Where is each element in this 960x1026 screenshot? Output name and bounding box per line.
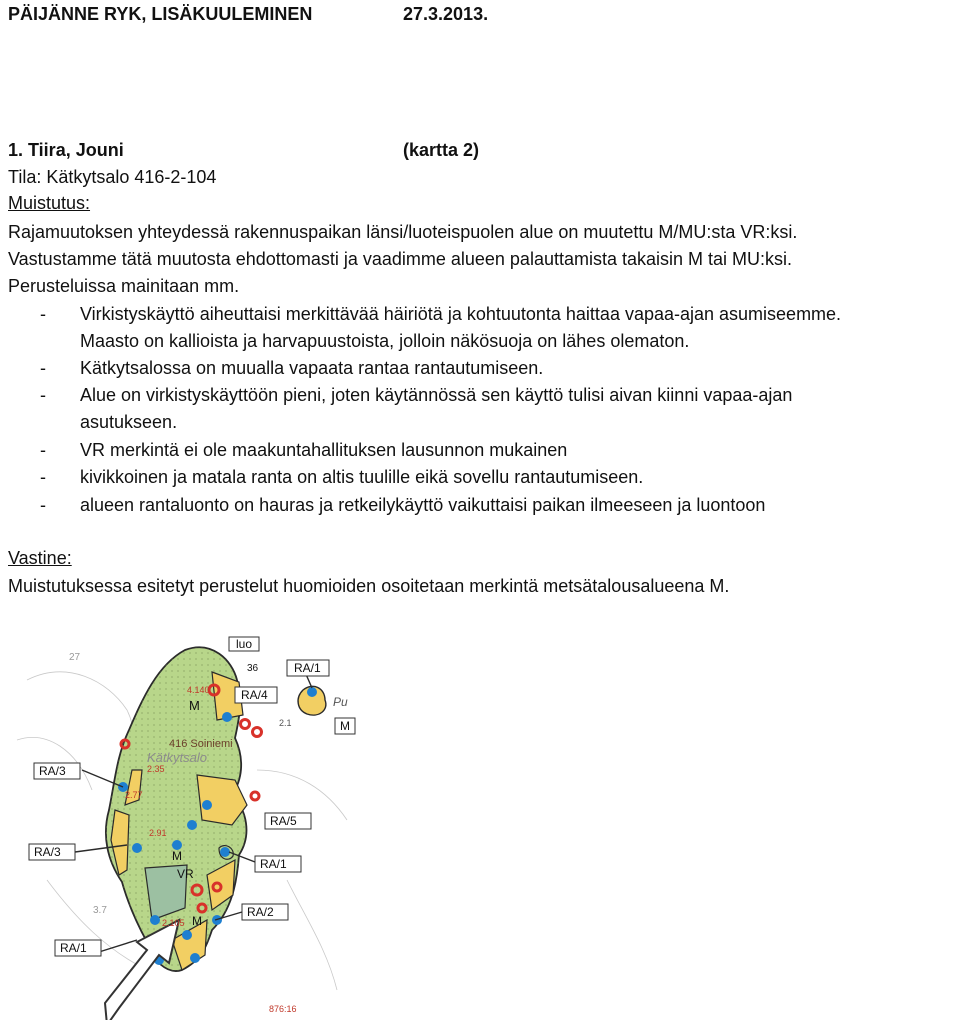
header-date: 27.3.2013.: [403, 4, 489, 24]
paragraph-line-2: Vastustamme tätä muutosta ehdottomasti ja vaadimme alueen palauttamista takaisin M tai MU:ksi.: [8, 249, 793, 269]
paragraph-line-1: Rajamuutoksen yhteydessä rakennuspaikan länsi/luoteispuolen alue on muutettu M/MU:sta VR:ksi.: [8, 222, 798, 242]
bullet-text: Alue on virkistyskäyttöön pieni, joten käytännössä sen käyttö tulisi aivan kiinni vapaa-ajan: [80, 385, 793, 405]
map-label: RA/1: [294, 661, 321, 675]
map-label: 2.91: [149, 828, 167, 838]
map-label: 4.140: [187, 685, 210, 695]
map-label: 3.7: [93, 905, 107, 916]
section-heading: [8, 140, 480, 161]
map-label: RA/1: [260, 857, 287, 871]
map-label: Pu: [333, 695, 348, 709]
map-label: RA/1: [60, 941, 87, 955]
section-name: 1. Tiira, Jouni: [8, 140, 124, 160]
bullet-text: VR merkintä ei ole maakuntahallituksen lausunnon mukainen: [80, 440, 568, 460]
bullet-text: Kätkytsalossa on muualla vapaata rantaa rantautumiseen.: [80, 358, 544, 378]
header-title-text: PÄIJÄNNE RYK, LISÄKUULEMINEN: [8, 4, 313, 24]
map-label: 2.77: [125, 790, 143, 800]
property-line: Tila: Kätkytsalo 416-2-104: [8, 167, 217, 187]
bullet-text: Virkistyskäyttö aiheuttaisi merkittävää häiriötä ja kohtuutonta haittaa vapaa-ajan asumiseemme.: [80, 304, 842, 324]
map-label: VR: [177, 867, 194, 881]
bullet-dash: -: [40, 467, 46, 487]
map-label: 876:16: [269, 1004, 297, 1014]
zoning-map: [7, 620, 367, 1020]
vastine-text: Muistutuksessa esitetyt perustelut huomioiden osoitetaan merkintä metsätalousalueena M.: [8, 576, 730, 596]
bullet-text: alueen rantaluonto on hauras ja retkeilykäyttö vaikuttaisi paikan ilmeeseen ja luontoon: [80, 495, 766, 515]
bullet-dash: -: [40, 440, 46, 460]
map-label: M: [189, 698, 200, 713]
map-label: M: [172, 849, 182, 863]
map-label: RA/4: [241, 688, 268, 702]
bullet-text: kivikkoinen ja matala ranta on altis tuulille eikä sovellu rantautumiseen.: [80, 467, 644, 487]
map-label: 2.105: [162, 918, 185, 928]
map-reference: (kartta 2): [403, 140, 480, 160]
map-label: Kätkytsalo: [147, 750, 207, 765]
map-label: RA/3: [34, 845, 61, 859]
bullet-dash: -: [40, 495, 46, 515]
paragraph-line-3: Perusteluissa mainitaan mm.: [8, 276, 240, 296]
bullet-text: asutukseen.: [80, 412, 178, 432]
map-label: RA/2: [247, 905, 274, 919]
bullet-dash: -: [40, 385, 46, 405]
map-label: 36: [247, 663, 259, 674]
map-label: 416 Soiniemi: [169, 738, 233, 750]
bullet-dash: -: [40, 304, 46, 324]
map-label: 2.35: [147, 764, 165, 774]
vastine-heading: Vastine:: [8, 548, 72, 568]
map-label: luo: [236, 637, 253, 651]
bullet-text: Maasto on kallioista ja harvapuustoista, jolloin näkösuoja on lähes olematon.: [80, 331, 690, 351]
muistutus-heading: Muistutus:: [8, 193, 91, 213]
map-label: 2.1: [279, 718, 292, 728]
map-label: M: [340, 719, 350, 733]
header-title: [8, 4, 489, 25]
bullet-dash: -: [40, 358, 46, 378]
map-label: 27: [69, 652, 81, 663]
map-label: RA/3: [39, 764, 66, 778]
map-label: M: [192, 914, 202, 928]
map-label: RA/5: [270, 814, 297, 828]
